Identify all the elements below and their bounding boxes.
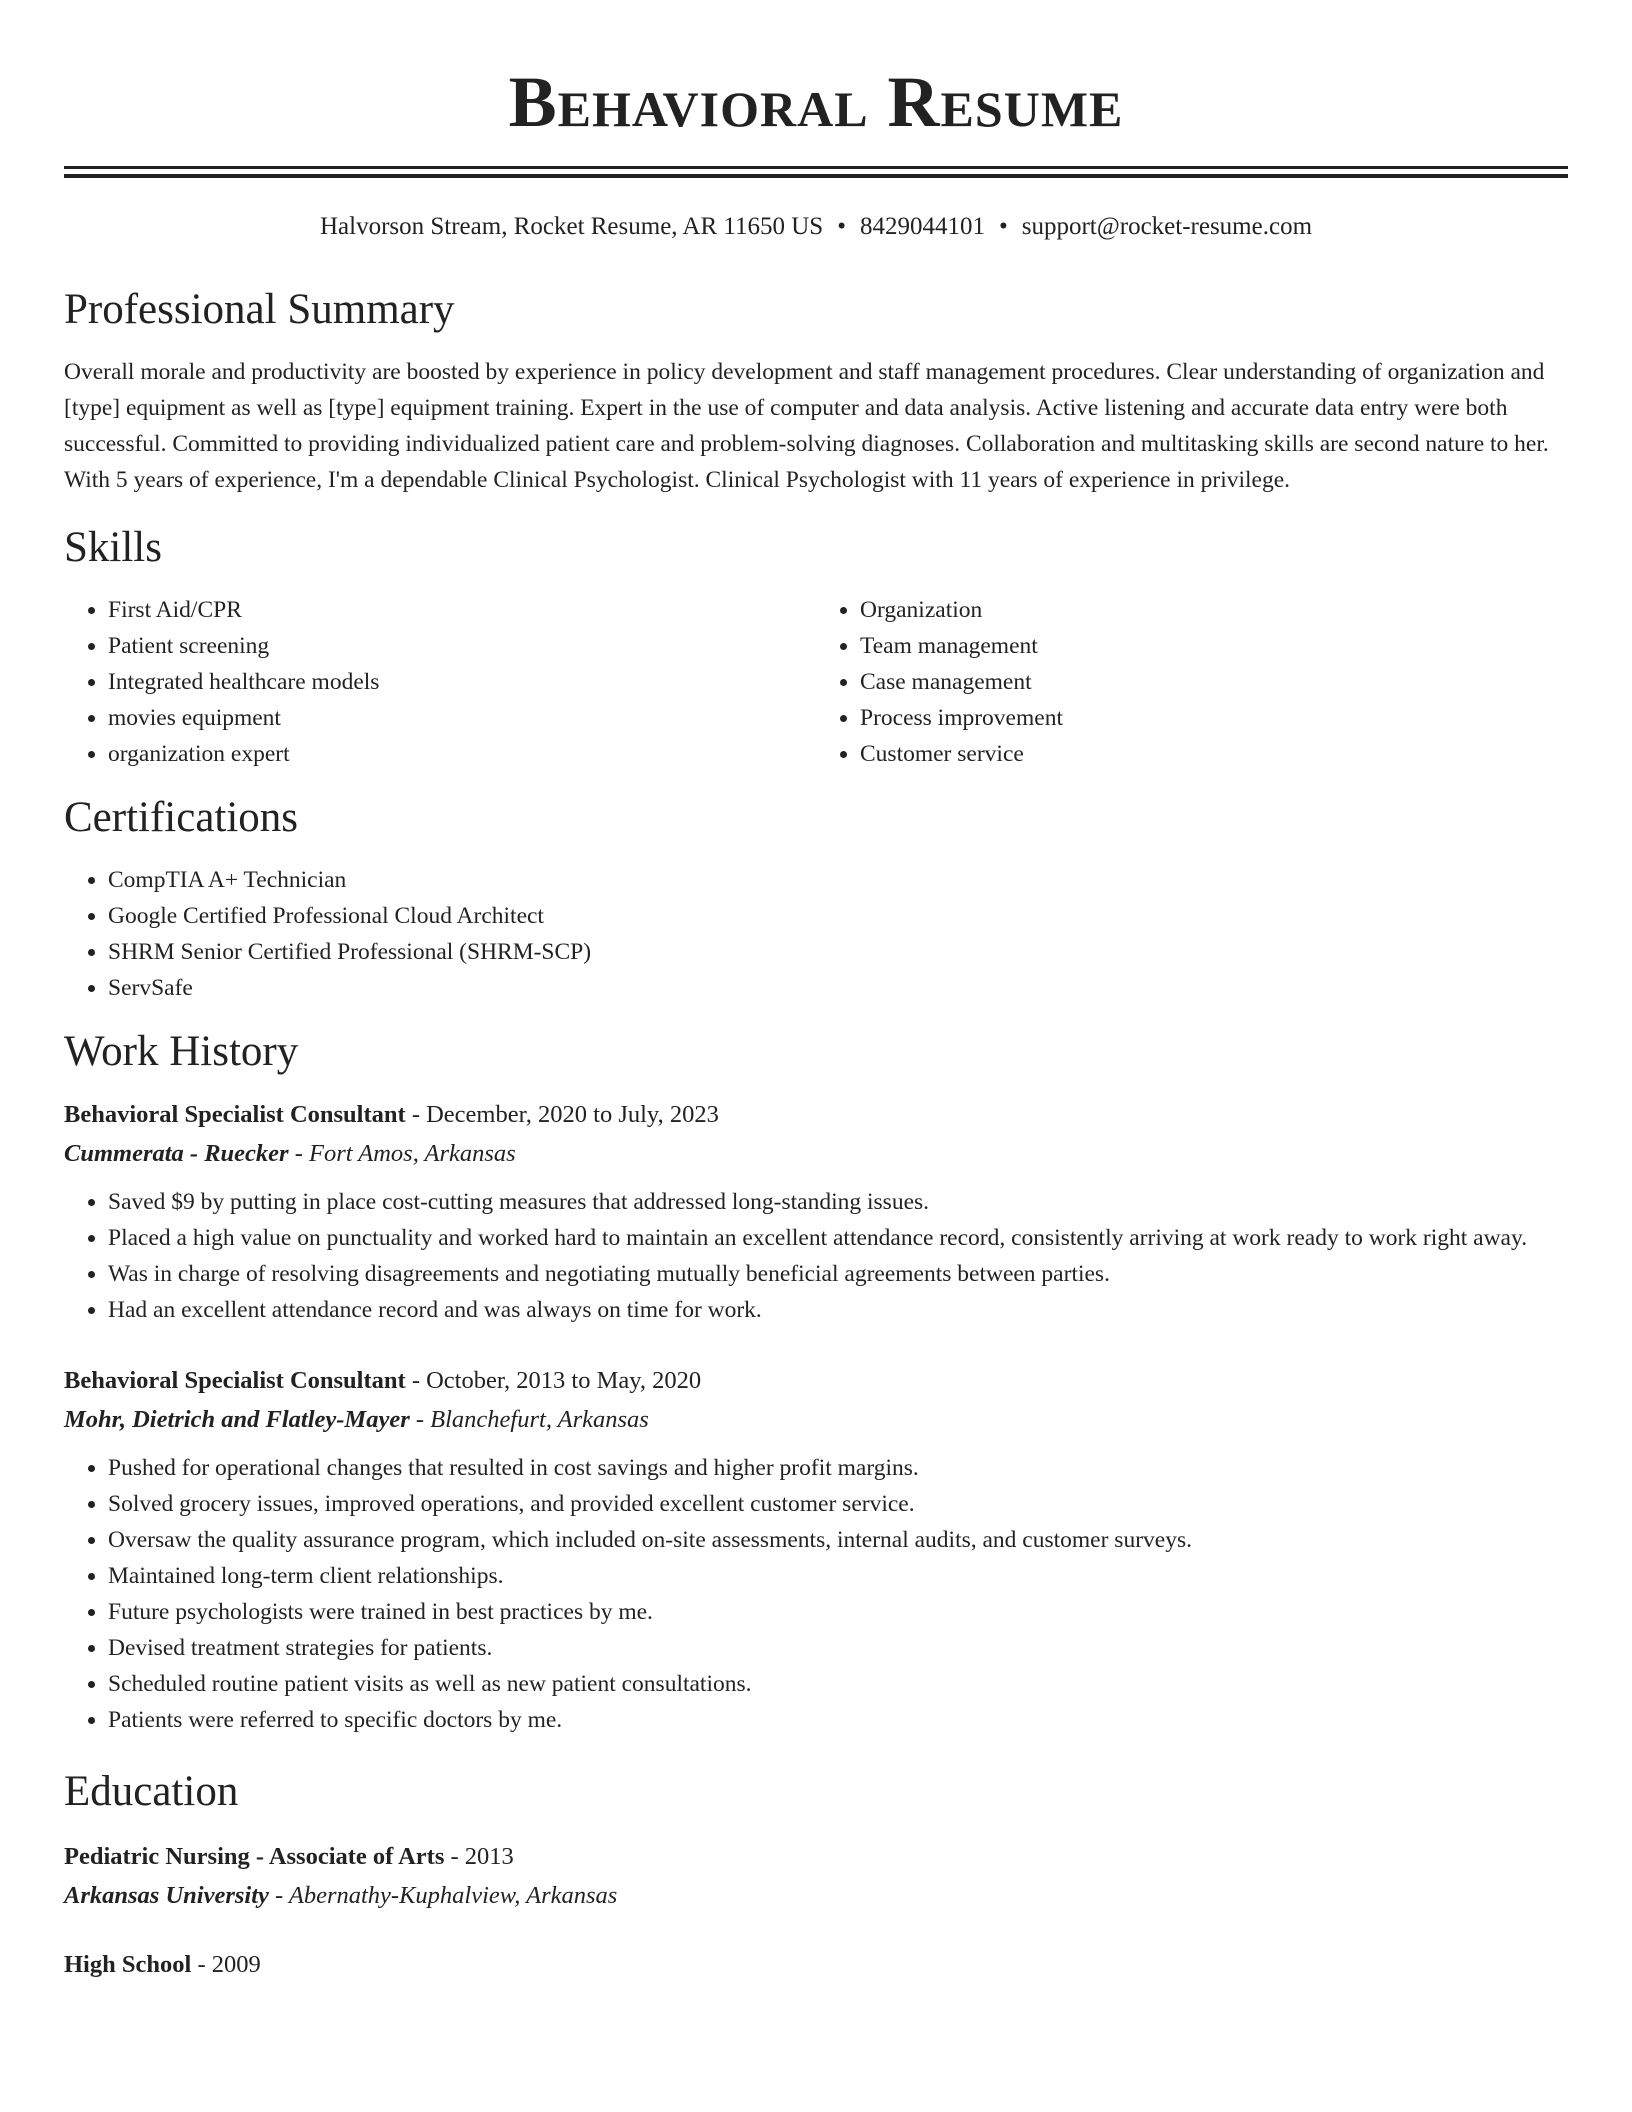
skills-left-list [64,592,816,772]
job-bullet: • Was in charge of resolving disagreements and negotiating mutually beneficial agreements between parties. [108,1256,1568,1292]
job-dates: October, 2013 to May, 2020 [426,1367,702,1394]
education-degree: High School [64,1951,192,1978]
job-bullet: • Devised treatment strategies for patients. [108,1630,1568,1666]
skill-item: • organization expert [108,736,816,772]
skills-heading: Skills [64,524,162,571]
education-school-line [64,1876,1568,1916]
certification-item: • Google Certified Professional Cloud Architect [108,898,1568,934]
job-bullet: • Placed a high value on punctuality and worked hard to maintain an excellent attendance record, consistently arriving at work ready to work right away. [108,1220,1568,1256]
skills-columns [64,592,1568,772]
certifications-list [64,862,1568,1006]
skill-item: • Organization [860,592,1568,628]
contact-email: support@rocket-resume.com [1021,213,1313,240]
skill-item: • Customer service [860,736,1568,772]
job-bullet: • Maintained long-term client relationships. [108,1558,1568,1594]
job-bullet: • Pushed for operational changes that resulted in cost savings and higher profit margins. [108,1450,1568,1486]
job-entry [64,1096,1568,1328]
skills-right-list [816,592,1568,772]
work-history-heading: Work History [64,1028,299,1075]
contact-address: Halvorson Stream, Rocket Resume, AR 11650 US [319,213,824,240]
contact-line [64,210,1568,244]
skill-item: • Integrated healthcare models [108,664,816,700]
certification-item: • CompTIA A+ Technician [108,862,1568,898]
job-bullet: • Scheduled routine patient visits as well as new patient consultations. [108,1666,1568,1702]
education-year: 2013 [464,1843,514,1870]
job-bullet: • Future psychologists were trained in best practices by me. [108,1594,1568,1630]
summary-heading: Professional Summary [64,286,455,333]
skill-item: • Process improvement [860,700,1568,736]
job-location: Blanchefurt, Arkansas [430,1406,649,1433]
education-entry [64,1838,1568,1916]
title-double-rule [64,166,1568,178]
contact-separator: • [998,213,1008,240]
education-header [64,1838,1568,1876]
dash: - [409,1406,431,1433]
contact-phone: 8429044101 [859,213,985,240]
dash: - [268,1882,289,1909]
skill-item: • First Aid/CPR [108,592,816,628]
job-dates: December, 2020 to July, 2023 [426,1101,719,1128]
education-degree: Pediatric Nursing - Associate of Arts [64,1843,445,1870]
job-company-line [64,1134,1568,1174]
dash: - [288,1140,310,1167]
job-bullet: • Oversaw the quality assurance program, which included on-site assessments, internal audits, and customer surveys. [108,1522,1568,1558]
job-bullet: • Saved $9 by putting in place cost-cutting measures that addressed long-standing issues. [108,1184,1568,1220]
resume-title: Behavioral Resume [508,62,1124,142]
certification-item: • SHRM Senior Certified Professional (SHRM-SCP) [108,934,1568,970]
job-bullets [64,1184,1568,1328]
job-header [64,1096,1568,1134]
job-bullet: • Had an excellent attendance record and was always on time for work. [108,1292,1568,1328]
summary-text: Overall morale and productivity are boosted by experience in policy development and staff management procedures. Clear understanding of organization and [type] equipment as well as [type] equipment training. Expert in the use of computer and data analysis. Active listening and accurate data entry were both successful. Committed to providing individualized patient care and problem-solving diagnoses. Collaboration and multitasking skills are second nature to her. With 5 years of experience, I'm a dependable Clinical Psychologist. Clinical Psychologist with 11 years of experience in privilege. [64,359,1549,493]
skill-item: • movies equipment [108,700,816,736]
skill-item: • Case management [860,664,1568,700]
certifications-heading: Certifications [64,794,299,841]
job-company: Mohr, Dietrich and Flatley-Mayer [64,1406,410,1433]
education-heading: Education [64,1768,239,1815]
skill-item: • Patient screening [108,628,816,664]
education-location: Abernathy-Kuphalview, Arkansas [288,1882,618,1909]
education-school: Arkansas University [64,1882,269,1909]
skill-item: • Team management [860,628,1568,664]
education-entry [64,1946,1568,1984]
job-header [64,1362,1568,1400]
job-company: Cummerata - Ruecker [64,1140,289,1167]
job-company-line [64,1400,1568,1440]
contact-separator: • [837,213,846,240]
job-bullets [64,1450,1568,1738]
certification-item: • ServSafe [108,970,1568,1006]
dash: - [444,1843,465,1870]
job-entry [64,1362,1568,1738]
job-location: Fort Amos, Arkansas [309,1140,516,1167]
education-year: 2009 [211,1951,261,1978]
education-header [64,1946,1568,1984]
job-bullet: • Solved grocery issues, improved operations, and provided excellent customer service. [108,1486,1568,1522]
dash: - [191,1951,212,1978]
dash: - [405,1367,427,1394]
dash: - [405,1101,427,1128]
job-title: Behavioral Specialist Consultant [64,1367,406,1394]
job-title: Behavioral Specialist Consultant [64,1101,406,1128]
job-bullet: • Patients were referred to specific doctors by me. [108,1702,1568,1738]
